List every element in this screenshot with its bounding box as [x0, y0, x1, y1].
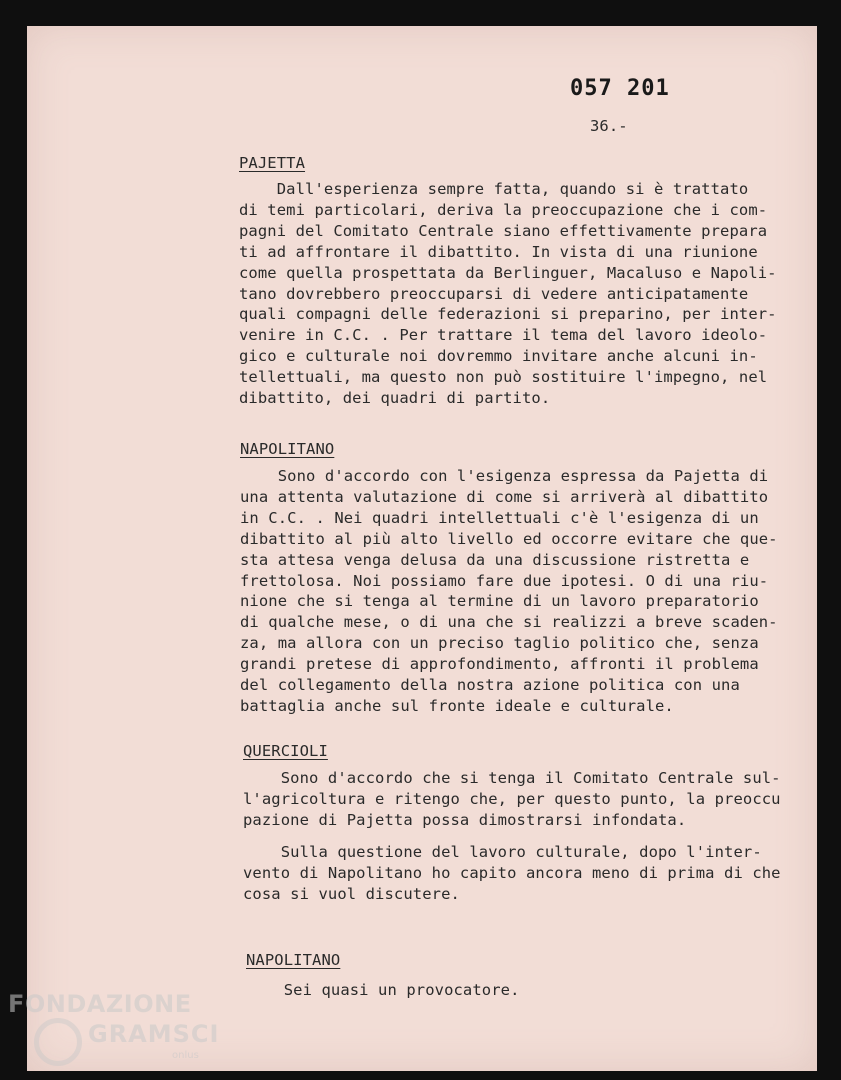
speaker-heading: PAJETTA	[239, 154, 306, 172]
speaker-heading: QUERCIOLI	[243, 742, 328, 760]
watermark-line1: FONDAZIONE	[8, 990, 192, 1018]
watermark-line2: GRAMSCI	[88, 1020, 220, 1048]
speech-paragraph: Sei quasi un provocatore.	[246, 981, 520, 999]
page-number: 36.-	[590, 117, 628, 135]
watermark-line3: onlus	[172, 1050, 199, 1061]
speech-paragraph: Sulla questione del lavoro culturale, dopo l'inter- vento di Napolitano ho capito ancora meno di prima di che cosa si vuol discutere.	[243, 843, 781, 903]
speech-paragraph: Dall'esperienza sempre fatta, quando si è trattato di temi particolari, deriva la preoccupazione che i com- pagni del Comitato Centrale siano effettivamente prepara ti ad affrontare il dibattito. In vista di una riunione come quella prospettata da Berlinguer, Macaluso e Napoli- tano dovrebbero preoccuparsi di vedere anticipatamente quali compagni delle federazioni si preparino, per inter- venire in C.C. . Per trattare il tema del lavoro ideolo- gico e culturale noi dovremmo invitare anche alcuni in- tellettuali, ma questo non può sostituire l'impegno, nel dibattito, dei quadri di partito.	[239, 180, 777, 408]
g-logo-icon	[34, 1018, 82, 1066]
fondazione-gramsci-watermark	[0, 990, 220, 1080]
speaker-heading: NAPOLITANO	[240, 440, 335, 458]
speech-paragraph: Sono d'accordo con l'esigenza espressa da Pajetta di una attenta valutazione di come si arriverà al dibattito in C.C. . Nei quadri intellettuali c'è l'esigenza di un dibattito al più alto livello ed occorre evitare che que- sta attesa venga delusa da una discussione ristretta e frettolosa. Noi possiamo fare due ipotesi. O di una riu- nione che si tenga al termine di un lavoro preparatorio di qualche mese, o di una che si realizzi a breve scaden- za, ma allora con un preciso taglio politico che, senza grandi pretese di approfondimento, affronti il problema del collegamento della nostra azione politica con una battaglia anche sul fronte ideale e culturale.	[240, 467, 778, 715]
document-number: 057 201	[570, 76, 670, 101]
speaker-heading: NAPOLITANO	[246, 951, 341, 969]
speech-paragraph: Sono d'accordo che si tenga il Comitato Centrale sul- l'agricoltura e ritengo che, per questo punto, la preoccu pazione di Pajetta possa dimostrarsi infondata.	[243, 769, 781, 829]
